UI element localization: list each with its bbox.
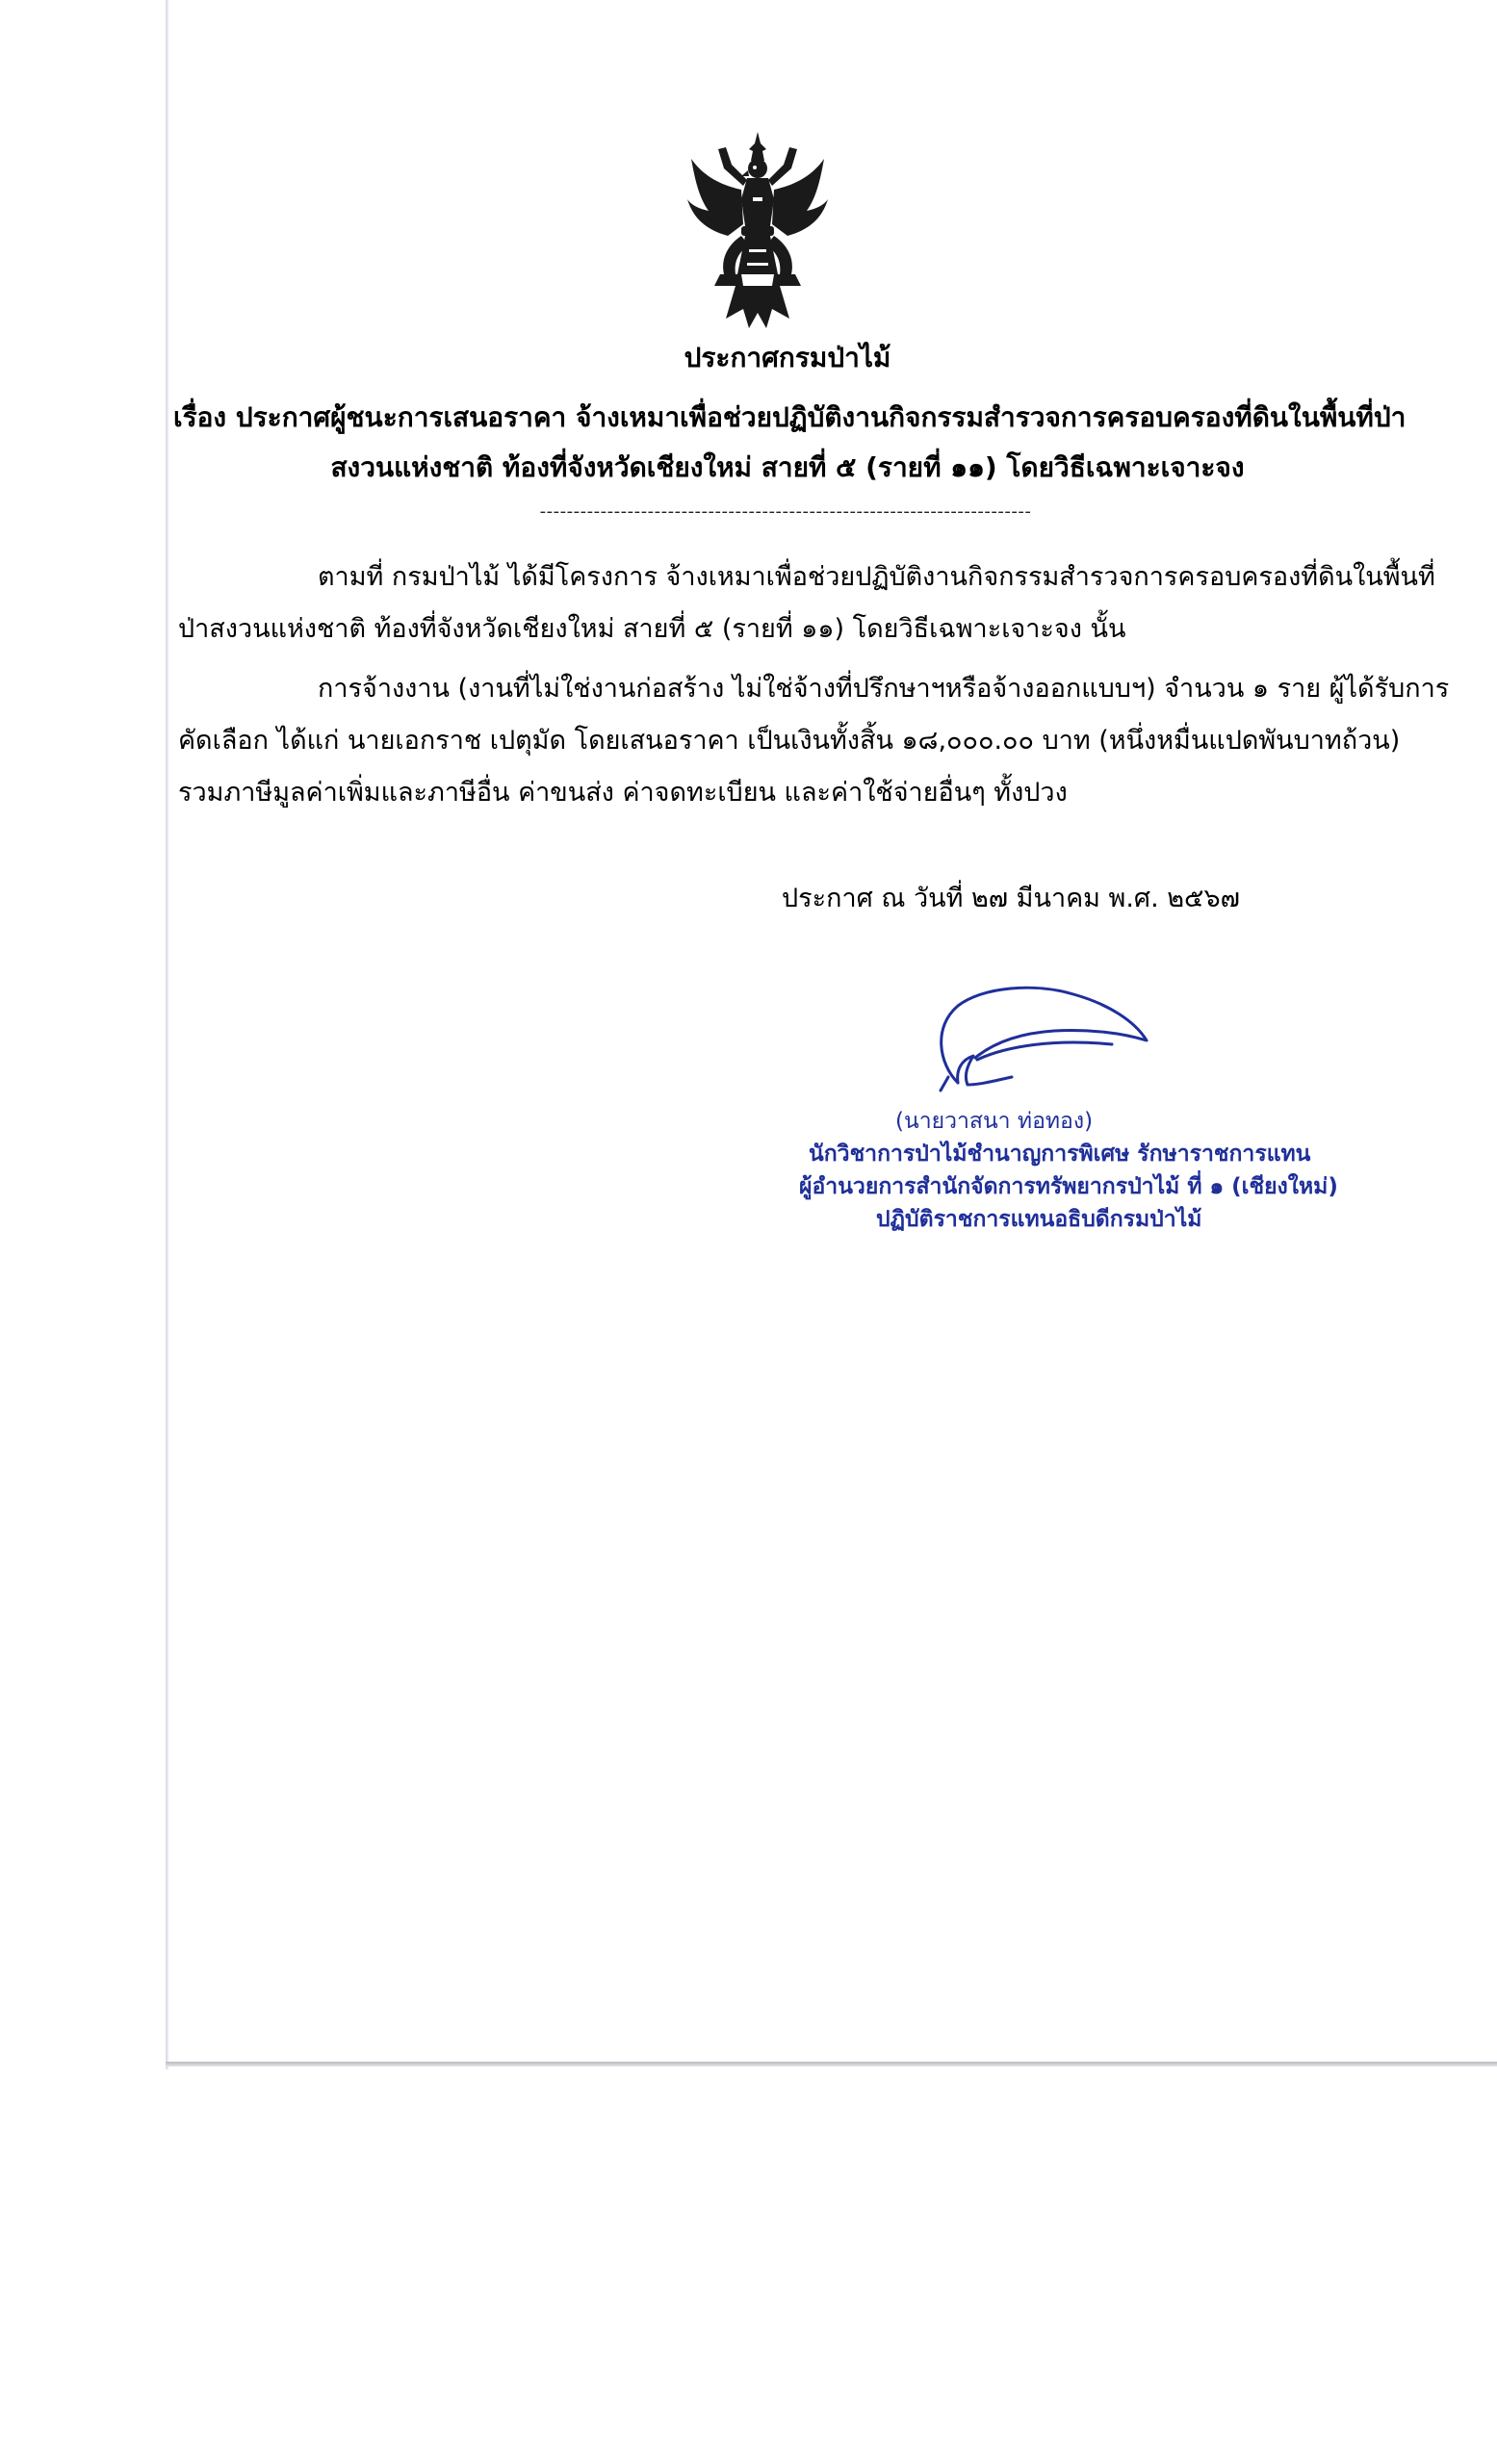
subject-line-1: เรื่อง ประกาศผู้ชนะการเสนอราคา จ้างเหมาเพื่อช่วยปฏิบัติงานกิจกรรมสำรวจการครอบครองที่ดินในพื้นที่ป่า [173, 401, 1407, 433]
signatory-position-3: ปฏิบัติราชการแทนอธิบดีกรมป่าไม้ [876, 1207, 1202, 1232]
signatory-name: (นายวาสนา ท่อทอง) [895, 1109, 1094, 1134]
scan-edge-left [166, 0, 168, 2069]
body-line-5: รวมภาษีมูลค่าเพิ่มและภาษีอื่น ค่าขนส่ง ค่าจดทะเบียน และค่าใช้จ่ายอื่นๆ ทั้งปวง [178, 778, 1068, 808]
signatory-position-1: นักวิชาการป่าไม้ชำนาญการพิเศษ รักษาราชการแทน [809, 1142, 1311, 1167]
signature-block [770, 1105, 1338, 1236]
body-line-3: การจ้างงาน (งานที่ไม่ใช่งานก่อสร้าง ไม่ใช่จ้างที่ปรึกษาฯหรือจ้างออกแบบฯ) จำนวน ๑ ราย ผู้ได้รับการ [318, 674, 1450, 704]
subject-line-2: สงวนแห่งชาติ ท้องที่จังหวัดเชียงใหม่ สายที่ ๕ (รายที่ ๑๑) โดยวิธีเฉพาะเจาะจง [330, 451, 1245, 483]
signatory-position-2: ผู้อำนวยการสำนักจัดการทรัพยากรป่าไม้ ที่ ๑ (เชียงใหม่) [799, 1174, 1338, 1199]
separator-line: ------------------------------------------------------------------------- [539, 501, 1032, 522]
handwritten-signature-icon [919, 977, 1160, 1102]
body-line-2: ป่าสงวนแห่งชาติ ท้องที่จังหวัดเชียงใหม่ สายที่ ๕ (รายที่ ๑๑) โดยวิธีเฉพาะเจาะจง นั้น [178, 614, 1126, 644]
document-title: ประกาศกรมป่าไม้ [684, 342, 891, 373]
announcement-date: ประกาศ ณ วันที่ ๒๗ มีนาคม พ.ศ. ๒๕๖๗ [782, 884, 1240, 913]
garuda-emblem-icon [685, 130, 830, 337]
body-line-1: ตามที่ กรมป่าไม้ ได้มีโครงการ จ้างเหมาเพื่อช่วยปฏิบัติงานกิจกรรมสำรวจการครอบครองที่ดินในพื้นที่ [318, 562, 1435, 592]
body-line-4: คัดเลือก ได้แก่ นายเอกราช เปตุมัด โดยเสนอราคา เป็นเงินทั้งสิ้น ๑๘,๐๐๐.๐๐ บาท (หนึ่งหมื่นแปดพันบาทถ้วน) [178, 726, 1401, 756]
scan-edge-bottom [166, 2062, 1497, 2066]
